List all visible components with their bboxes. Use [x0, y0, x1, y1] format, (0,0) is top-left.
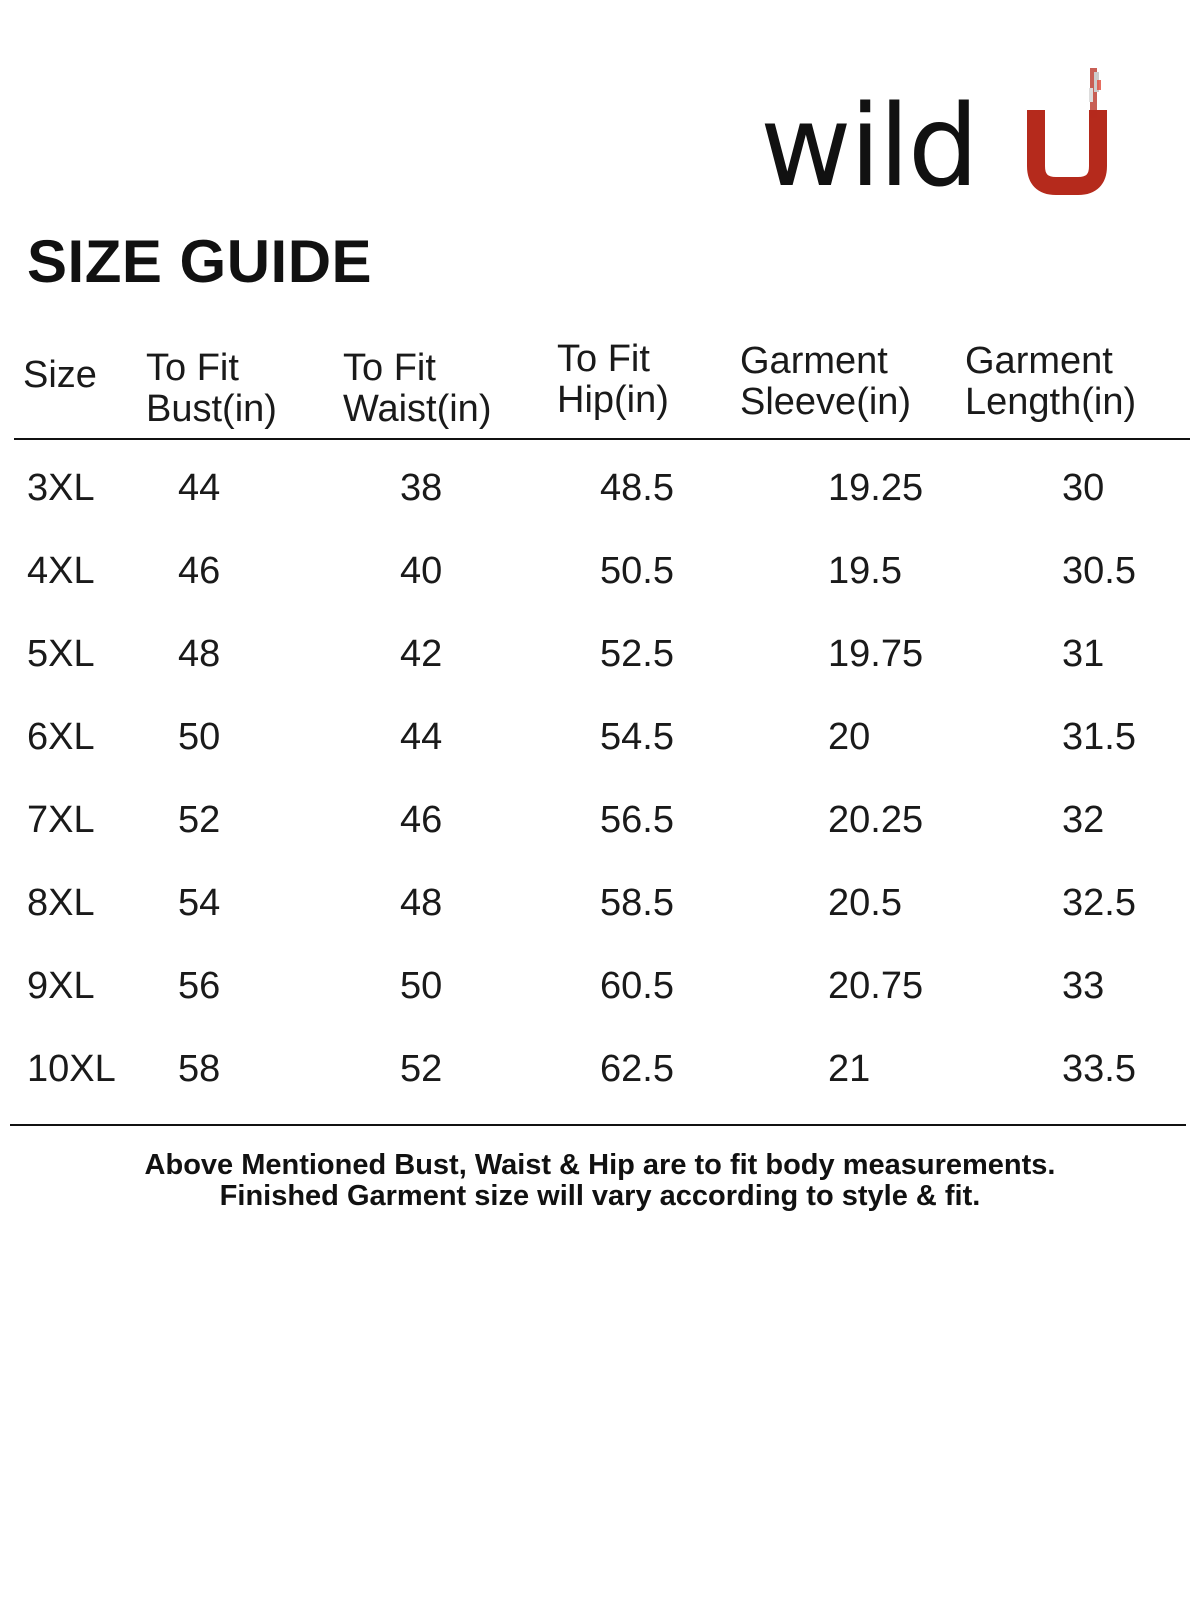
column-header-line1: To Fit	[146, 347, 239, 389]
cell-sleeve: 19.5	[828, 550, 902, 592]
cell-sleeve: 20.5	[828, 882, 902, 924]
page-title: SIZE GUIDE	[27, 228, 373, 295]
cell-length: 31	[1062, 633, 1105, 675]
cell-sleeve: 21	[828, 1048, 871, 1090]
fit-note-line2: Finished Garment size will vary according to style & fit.	[219, 1180, 981, 1212]
cell-hip: 56.5	[600, 799, 674, 841]
column-header-line1: Garment	[965, 340, 1113, 382]
cell-bust: 46	[178, 550, 221, 592]
logo-wordmark: wild	[760, 82, 977, 200]
table-row	[0, 715, 1200, 775]
table-row	[0, 1047, 1200, 1107]
cell-size: 3XL	[27, 467, 95, 509]
cell-hip: 60.5	[600, 965, 674, 1007]
column-header-line2: Bust(in)	[146, 388, 277, 430]
column-header-line2: Waist(in)	[343, 388, 492, 430]
cell-waist: 42	[400, 633, 443, 675]
cell-sleeve: 20.25	[828, 799, 924, 841]
table-row	[0, 632, 1200, 692]
column-header-bust	[146, 348, 277, 430]
cell-length: 32.5	[1062, 882, 1136, 924]
cell-bust: 50	[178, 716, 221, 758]
cell-hip: 54.5	[600, 716, 674, 758]
footer-divider	[10, 1124, 1186, 1126]
cell-hip: 52.5	[600, 633, 674, 675]
column-header-line2: Size	[23, 354, 97, 396]
cell-waist: 44	[400, 716, 443, 758]
cell-bust: 48	[178, 633, 221, 675]
column-header-line1: To Fit	[343, 347, 436, 389]
fit-note	[0, 1150, 1200, 1212]
cell-bust: 44	[178, 467, 221, 509]
cell-hip: 50.5	[600, 550, 674, 592]
header-divider	[14, 438, 1190, 440]
cell-sleeve: 20	[828, 716, 871, 758]
column-header-waist	[343, 348, 491, 430]
cell-length: 30	[1062, 467, 1105, 509]
column-header-line2: Hip(in)	[557, 379, 669, 421]
cell-waist: 40	[400, 550, 443, 592]
cell-bust: 52	[178, 799, 221, 841]
cell-waist: 46	[400, 799, 443, 841]
cell-size: 10XL	[27, 1048, 116, 1090]
cell-length: 32	[1062, 799, 1105, 841]
cell-hip: 62.5	[600, 1048, 674, 1090]
cell-bust: 54	[178, 882, 221, 924]
cell-hip: 48.5	[600, 467, 674, 509]
cell-waist: 52	[400, 1048, 443, 1090]
cell-waist: 48	[400, 882, 443, 924]
cell-sleeve: 20.75	[828, 965, 924, 1007]
cell-sleeve: 19.75	[828, 633, 924, 675]
column-header-line1: To Fit	[557, 338, 650, 380]
table-row	[0, 798, 1200, 858]
cell-size: 7XL	[27, 799, 95, 841]
column-header-sleeve	[740, 341, 911, 423]
cell-sleeve: 19.25	[828, 467, 924, 509]
column-header-hip	[557, 339, 669, 421]
cell-size: 9XL	[27, 965, 95, 1007]
column-header-line2: Sleeve(in)	[740, 381, 912, 423]
cell-size: 6XL	[27, 716, 95, 758]
logo-u-mark-icon	[1036, 110, 1098, 186]
cell-length: 30.5	[1062, 550, 1136, 592]
cell-waist: 50	[400, 965, 443, 1007]
fit-note-line1: Above Mentioned Bust, Waist & Hip are to fit body measurements.	[144, 1149, 1056, 1181]
column-header-length	[965, 341, 1136, 423]
table-row	[0, 549, 1200, 609]
cell-size: 8XL	[27, 882, 95, 924]
cell-bust: 58	[178, 1048, 221, 1090]
table-row	[0, 881, 1200, 941]
column-header-line2: Length(in)	[965, 381, 1137, 423]
column-header-line1: Garment	[740, 340, 888, 382]
cell-size: 4XL	[27, 550, 95, 592]
cell-waist: 38	[400, 467, 443, 509]
brand-logo	[760, 60, 1140, 200]
cell-length: 33.5	[1062, 1048, 1136, 1090]
cell-length: 31.5	[1062, 716, 1136, 758]
cell-size: 5XL	[27, 633, 95, 675]
cell-hip: 58.5	[600, 882, 674, 924]
cell-length: 33	[1062, 965, 1105, 1007]
wild-u-logo-icon	[760, 60, 1140, 200]
table-row	[0, 964, 1200, 1024]
cell-bust: 56	[178, 965, 221, 1007]
column-header-size	[23, 355, 97, 396]
table-row	[0, 466, 1200, 526]
